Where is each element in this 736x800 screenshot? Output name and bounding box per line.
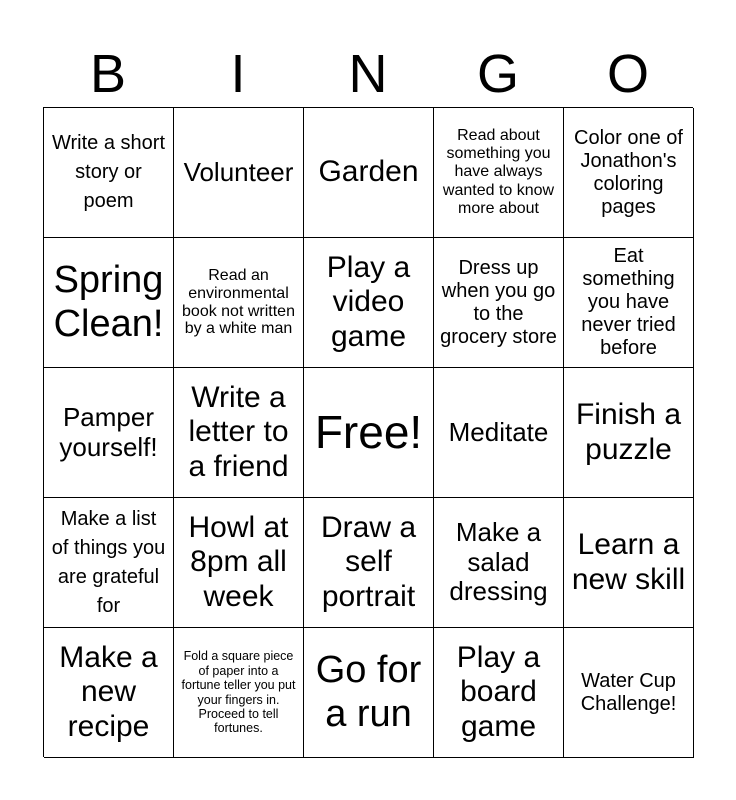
bingo-header (43, 40, 693, 108)
cell-text: Read about something you have always wanted to know more about (442, 126, 555, 218)
bingo-board (43, 107, 693, 757)
bingo-cell[interactable] (304, 238, 434, 368)
cell-text: Spring Clean! (53, 258, 164, 345)
cell-text: Pamper yourself! (59, 401, 158, 462)
bingo-cell[interactable] (564, 368, 694, 498)
cell-text: Play a video game (326, 250, 411, 353)
cell-text: Go for a run (315, 648, 422, 735)
cell-text: Make a salad dressing (449, 516, 548, 607)
bingo-cell[interactable] (434, 108, 564, 238)
cell-text: Water Cup Challenge! (580, 669, 677, 715)
cell-text: Play a board game (456, 640, 541, 743)
bingo-cell[interactable] (44, 368, 174, 498)
bingo-cell[interactable] (564, 108, 694, 238)
bingo-cell[interactable] (44, 238, 174, 368)
cell-text: Draw a self portrait (320, 510, 417, 613)
cell-text: Make a list of things you are grateful for (51, 507, 166, 617)
bingo-cell[interactable] (434, 498, 564, 628)
bingo-cell[interactable] (304, 498, 434, 628)
bingo-cell[interactable] (174, 238, 304, 368)
cell-text: Write a short story or poem (52, 132, 165, 212)
cell-text: Free! (314, 406, 423, 459)
bingo-cell[interactable] (564, 628, 694, 758)
bingo-cell[interactable] (44, 108, 174, 238)
cell-text: Fold a square piece of paper into a fortune teller you put your fingers in. Proceed to tell fortunes. (181, 649, 296, 736)
cell-text: Dress up when you go to the grocery store (440, 256, 557, 348)
bingo-cell[interactable] (44, 498, 174, 628)
cell-text: Learn a new skill (571, 528, 686, 596)
cell-text: Make a new recipe (59, 640, 158, 743)
bingo-cell[interactable] (434, 238, 564, 368)
bingo-cell[interactable] (174, 368, 304, 498)
cell-text: Eat something you have never tried before (581, 245, 676, 359)
bingo-cell[interactable] (174, 628, 304, 758)
cell-text: Write a letter to a friend (188, 380, 289, 483)
header-letter-o: O (606, 44, 649, 104)
bingo-cell-free[interactable] (304, 368, 434, 498)
bingo-cell[interactable] (44, 628, 174, 758)
bingo-cell[interactable] (304, 108, 434, 238)
header-letter-b: B (89, 44, 127, 104)
bingo-cell[interactable] (564, 498, 694, 628)
cell-text: Read an environmental book not written by a white man (182, 267, 295, 338)
header-letter-n: N (348, 44, 388, 104)
header-letter-i: I (230, 44, 246, 104)
bingo-cell[interactable] (174, 498, 304, 628)
cell-text: Volunteer (183, 156, 294, 187)
cell-text: Howl at 8pm all week (188, 510, 289, 613)
cell-text: Meditate (448, 416, 549, 447)
bingo-cell[interactable] (304, 628, 434, 758)
bingo-cell[interactable] (174, 108, 304, 238)
cell-text: Color one of Jonathon's coloring pages (574, 126, 683, 218)
cell-text: Finish a puzzle (575, 398, 682, 466)
cell-text: Garden (318, 155, 419, 189)
bingo-cell[interactable] (434, 368, 564, 498)
header-letter-g: G (476, 44, 519, 104)
bingo-cell[interactable] (434, 628, 564, 758)
bingo-cell[interactable] (564, 238, 694, 368)
